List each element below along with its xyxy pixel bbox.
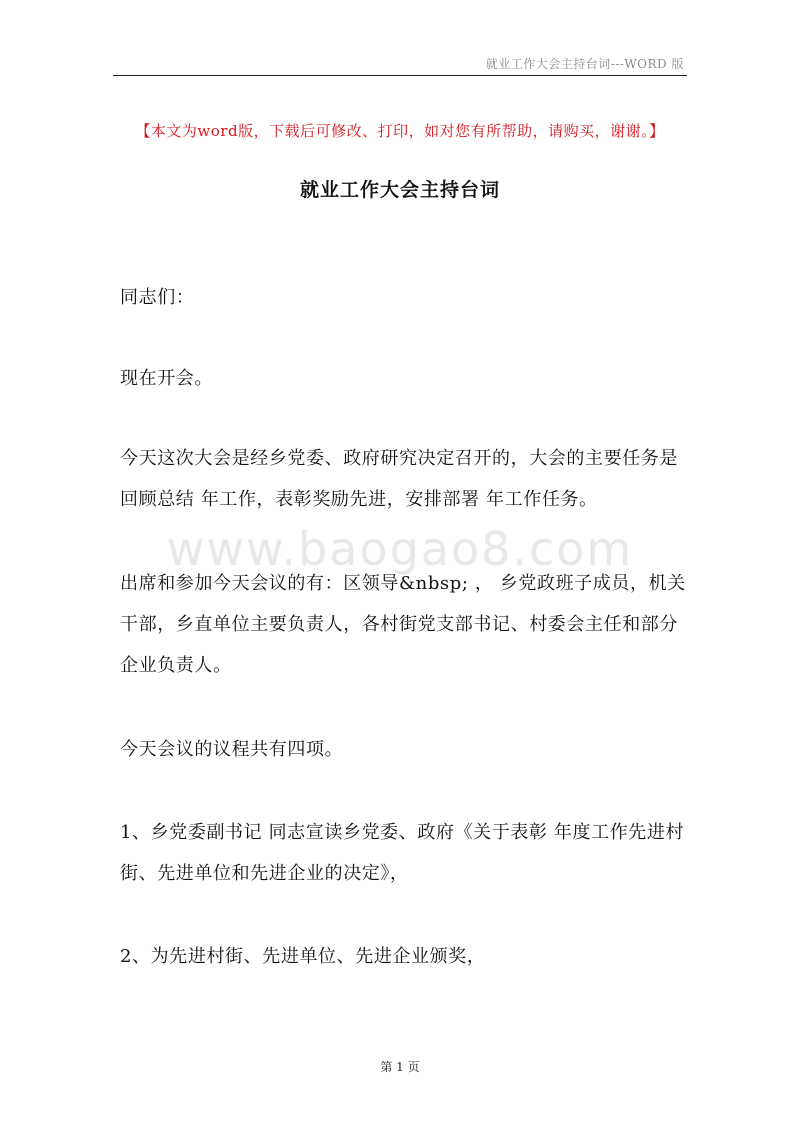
paragraph-agenda-intro: 今天会议的议程共有四项。 [120, 739, 344, 760]
paragraph-agenda-item-2: 2、为先进村街、先进单位、先进企业颁奖， [120, 946, 486, 967]
paragraph-opening: 现在开会。 [120, 368, 213, 389]
page-number: 第 1 页 [380, 1060, 420, 1074]
paragraph-attendees: 出席和参加今天会议的有：区领导&nbsp; ， 乡党政班子成员，机关干部，乡直单位主要负责人，各村街党支部书记、村委会主任和部分企业负责人。 [120, 573, 686, 676]
watermark: www.baogao8.com [166, 522, 634, 576]
purchase-notice: 【本文为word版，下载后可修改、打印，如对您有所帮助，请购买，谢谢。】 [135, 122, 665, 140]
running-header: 就业工作大会主持台词---WORD 版 [485, 57, 684, 71]
paragraph-greeting: 同志们： [120, 287, 195, 308]
paragraph-agenda-item-1: 1、乡党委副书记 同志宣读乡党委、政府《关于表彰 年度工作先进村街、先进单位和先进企业的决定》， [120, 822, 685, 884]
paragraph-purpose: 今天这次大会是经乡党委、政府研究决定召开的，大会的主要任务是回顾总结 年工作，表彰奖励先进，安排部署 年工作任务。 [120, 448, 678, 510]
header-divider [113, 75, 687, 76]
document-title: 就业工作大会主持台词 [299, 179, 500, 201]
